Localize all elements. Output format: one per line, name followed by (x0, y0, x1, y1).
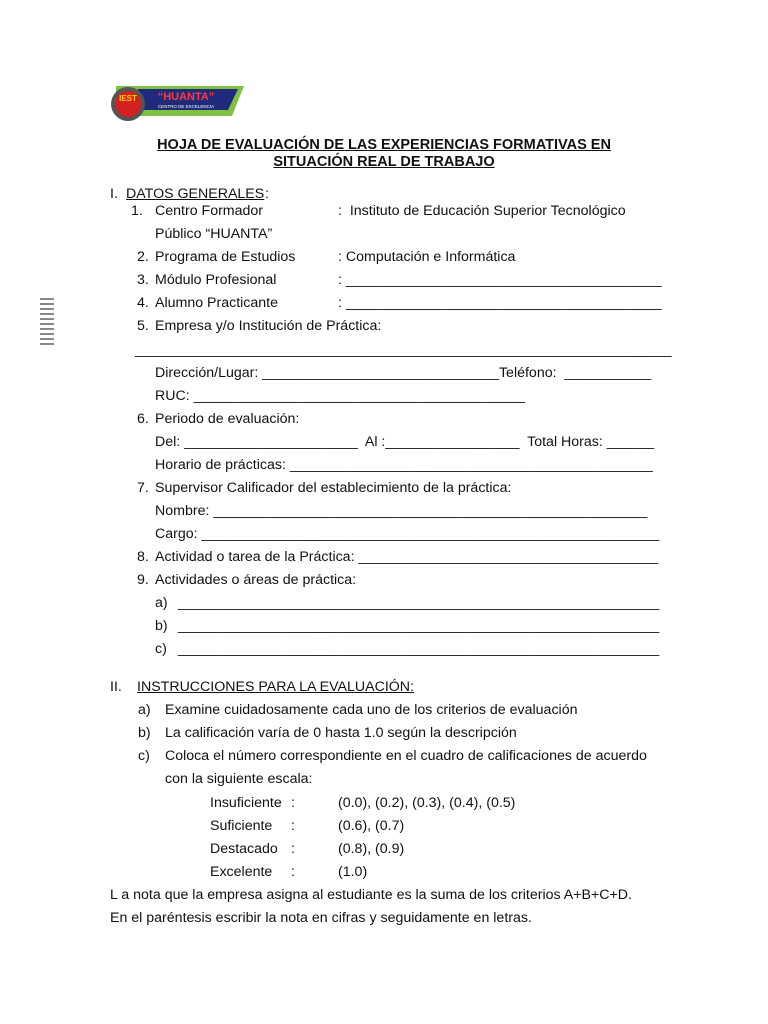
instruction-b: La calificación varía de 0 hasta 1.0 según la descripción (165, 725, 517, 741)
scale-name: Suficiente (210, 818, 273, 834)
alumno-label: Alumno Practicante (155, 295, 279, 311)
scale-sep: : (291, 864, 295, 880)
instruction-letter: b) (138, 725, 151, 741)
instruction-letter: a) (138, 702, 151, 718)
instruction-c-cont: con la siguiente escala: (165, 771, 313, 787)
centro-formador-label: Centro Formador (155, 203, 264, 219)
supervisor-cargo-line[interactable]: Cargo: __________________________________________________________ (155, 526, 660, 542)
note-sum: L a nota que la empresa asigna al estudiante es la suma de los criterios A+B+C+D. (110, 887, 632, 903)
scale-name: Destacado (210, 841, 278, 857)
item-number: 4. (137, 295, 149, 311)
scale-name: Excelente (210, 864, 273, 880)
alumno-field[interactable]: : ________________________________________ (338, 295, 662, 311)
direccion-telefono-line[interactable]: Dirección/Lugar: ______________________________Teléfono: ___________ (155, 365, 652, 381)
item-number: 2. (137, 249, 149, 265)
instruction-a: Examine cuidadosamente cada uno de los criterios de evaluación (165, 702, 578, 718)
empresa-label: Empresa y/o Institución de Práctica: (155, 318, 382, 334)
activity-letter: b) (155, 618, 168, 634)
item-number: 1. (131, 203, 143, 219)
instruction-letter: c) (138, 748, 150, 764)
item-number: 7. (137, 480, 149, 496)
scale-values: (1.0) (338, 864, 368, 880)
document-title-line2: SITUACIÓN REAL DE TRABAJO (273, 154, 495, 170)
scale-values: (0.8), (0.9) (338, 841, 405, 857)
scale-sep: : (291, 795, 295, 811)
horario-line[interactable]: Horario de prácticas: ______________________________________________ (155, 457, 653, 473)
periodo-label: Periodo de evaluación: (155, 411, 300, 427)
section2-heading: INSTRUCCIONES PARA LA EVALUACIÓN: (137, 679, 414, 695)
logo-badge: IEST (119, 94, 137, 103)
activity-field-a[interactable]: _____________________________________________________________ (178, 595, 660, 611)
logo-name: “HUANTA” (157, 91, 215, 103)
section1-colon: : (265, 186, 269, 202)
activity-field-b[interactable]: _____________________________________________________________ (178, 618, 660, 634)
section1-heading: DATOS GENERALES (126, 186, 265, 202)
item-number: 9. (137, 572, 149, 588)
supervisor-label: Supervisor Calificador del establecimiento de la práctica: (155, 480, 512, 496)
section2-number: II. (110, 679, 122, 695)
actividad-line[interactable]: Actividad o tarea de la Práctica: ______________________________________ (155, 549, 659, 565)
programa-value: : Computación e Informática (338, 249, 516, 265)
logo-subtitle: CENTRO DE EXCELENCIA (157, 104, 215, 109)
scale-values: (0.0), (0.2), (0.3), (0.4), (0.5) (338, 795, 516, 811)
margin-marks (40, 298, 54, 348)
activity-letter: a) (155, 595, 168, 611)
section1-number: I. (110, 186, 118, 202)
programa-label: Programa de Estudios (155, 249, 296, 265)
scale-sep: : (291, 841, 295, 857)
actividades-label: Actividades o áreas de práctica: (155, 572, 357, 588)
scale-name: Insuficiente (210, 795, 282, 811)
modulo-label: Módulo Profesional (155, 272, 277, 288)
scale-sep: : (291, 818, 295, 834)
modulo-field[interactable]: : ________________________________________ (338, 272, 662, 288)
centro-formador-value: : Instituto de Educación Superior Tecnológico (338, 203, 626, 219)
item-number: 3. (137, 272, 149, 288)
periodo-dates-line[interactable]: Del: ______________________ Al :_________________ Total Horas: ______ (155, 434, 655, 450)
institute-logo (108, 84, 248, 124)
centro-formador-value-cont: Público “HUANTA” (155, 226, 273, 242)
note-parentheses: En el paréntesis escribir la nota en cifras y seguidamente en letras. (110, 910, 532, 926)
activity-letter: c) (155, 641, 167, 657)
item-number: 8. (137, 549, 149, 565)
document-title-line1: HOJA DE EVALUACIÓN DE LAS EXPERIENCIAS FORMATIVAS EN (157, 137, 611, 153)
supervisor-nombre-line[interactable]: Nombre: _______________________________________________________ (155, 503, 648, 519)
ruc-line[interactable]: RUC: __________________________________________ (155, 388, 526, 404)
empresa-field[interactable]: ____________________________________________________________________ (135, 342, 672, 358)
instruction-c: Coloca el número correspondiente en el cuadro de calificaciones de acuerdo (165, 748, 647, 764)
scale-values: (0.6), (0.7) (338, 818, 405, 834)
activity-field-c[interactable]: _____________________________________________________________ (178, 641, 660, 657)
item-number: 5. (137, 318, 149, 334)
item-number: 6. (137, 411, 149, 427)
